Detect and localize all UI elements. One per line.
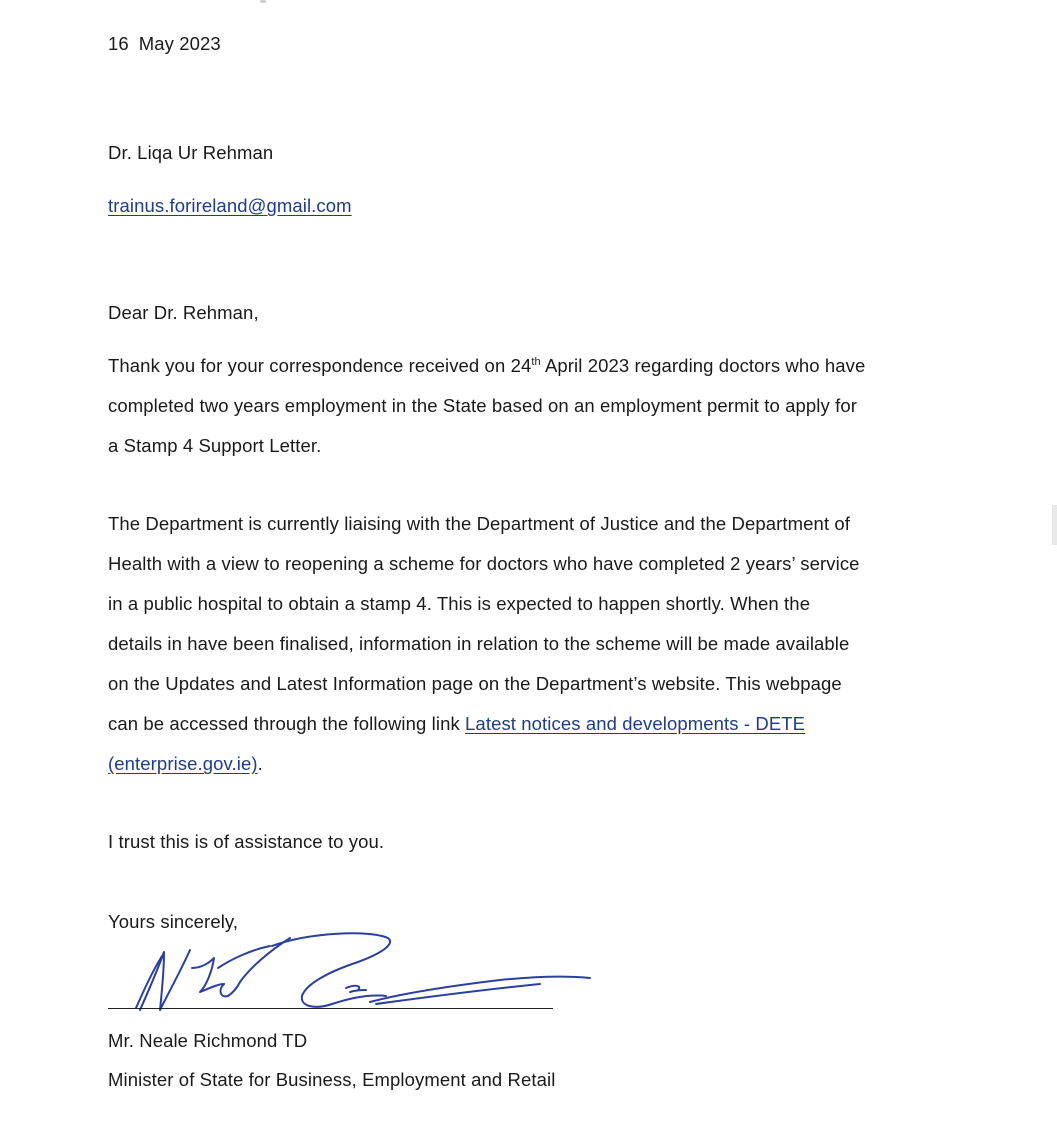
recipient-name: Dr. Liqa Ur Rehman	[108, 142, 274, 163]
paragraph-line: on the Updates and Latest Information page on the Department’s website. This webpage	[108, 673, 842, 694]
paragraph-line	[108, 346, 1008, 386]
paragraph-line: Health with a view to reopening a scheme for doctors who have completed 2 years’ service	[108, 553, 860, 574]
paragraph-line: in a public hospital to obtain a stamp 4. This is expected to happen shortly. When the	[108, 593, 811, 614]
text-fragment: Thank you for your correspondence received on 24	[108, 355, 532, 376]
closing-remark: I trust this is of assistance to you.	[108, 831, 385, 852]
signature-drawing	[100, 928, 600, 1018]
dete-notices-link-continued[interactable]: (enterprise.gov.ie)	[108, 753, 258, 774]
signer-name: Mr. Neale Richmond TD	[108, 1030, 308, 1051]
signer-title: Minister of State for Business, Employment and Retail	[108, 1069, 556, 1090]
paragraph-line: a Stamp 4 Support Letter.	[108, 435, 322, 456]
scan-edge-artifact	[1052, 505, 1057, 545]
paragraph-line: completed two years employment in the State based on an employment permit to apply for	[108, 395, 857, 416]
paragraph-line	[108, 744, 1008, 784]
paragraph-line: details in have been finalised, information in relation to the scheme will be made available	[108, 633, 850, 654]
paragraph-acknowledgement	[108, 346, 1008, 466]
letter-date	[108, 33, 221, 55]
text-fragment: April 2023 regarding doctors who have	[540, 355, 866, 376]
valediction: Yours sincerely,	[108, 911, 239, 932]
text-fragment: .	[257, 753, 263, 774]
paragraph-department-update	[108, 504, 1008, 784]
text-fragment: can be accessed through the following link	[108, 713, 466, 734]
recipient-email-link[interactable]: trainus.forireland@gmail.com	[108, 195, 352, 216]
scan-artifact	[260, 0, 266, 3]
date-day: 16	[108, 33, 129, 54]
salutation: Dear Dr. Rehman,	[108, 302, 259, 323]
dete-notices-link[interactable]: Latest notices and developments - DETE	[465, 713, 806, 734]
signature-line	[108, 1008, 553, 1009]
handwritten-signature	[100, 928, 600, 1018]
ordinal-suffix: th	[531, 355, 541, 368]
date-month-year: May 2023	[138, 33, 221, 54]
paragraph-line: The Department is currently liaising with the Department of Justice and the Department of	[108, 513, 851, 534]
paragraph-line	[108, 704, 1008, 744]
